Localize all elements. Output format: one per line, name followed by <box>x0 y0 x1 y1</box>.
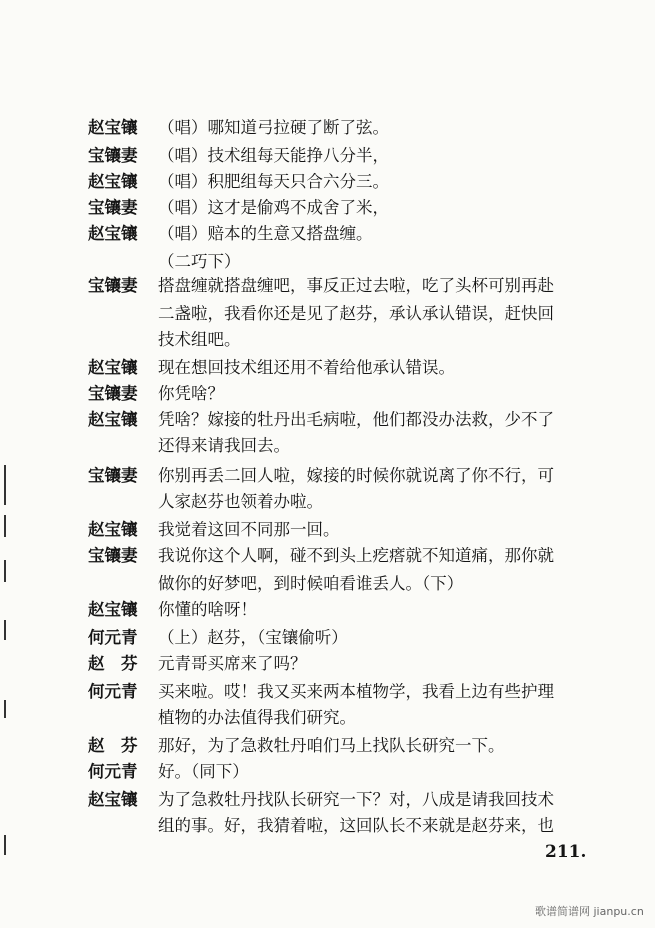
speaker-name: 赵 芬 <box>88 736 138 755</box>
speaker-name: 赵宝镶 <box>88 358 138 377</box>
dialogue-text: 元青哥买席来了吗？ <box>158 654 307 673</box>
speaker-name: 何元青 <box>88 682 138 701</box>
dialogue-text: 买来啦。哎！我又买来两本植物学，我看上边有些护理 <box>158 682 554 701</box>
scan-edge-mark <box>4 465 6 505</box>
speaker-name: 何元青 <box>88 628 138 647</box>
dialogue-text: 你凭啥？ <box>158 384 224 403</box>
speaker-name: 宝镶妻 <box>88 276 138 295</box>
dialogue-text: 组的事。好，我猜着啦，这回队长不来就是赵芬来，也 <box>158 816 554 835</box>
dialogue-text: 为了急救牡丹找队长研究一下？对，八成是请我回技术 <box>158 790 554 809</box>
dialogue-text: （唱）积肥组每天只合六分三。 <box>158 172 389 191</box>
dialogue-text: 好。（同下） <box>158 762 249 781</box>
speaker-name: 赵宝镶 <box>88 790 138 809</box>
dialogue-text: （唱）技术组每天能挣八分半， <box>158 146 389 165</box>
speaker-name: 赵宝镶 <box>88 600 138 619</box>
dialogue-text: 凭啥？嫁接的牡丹出毛病啦，他们都没办法救，少不了 <box>158 410 554 429</box>
speaker-name: 赵宝镶 <box>88 118 138 137</box>
speaker-name: 赵宝镶 <box>88 410 138 429</box>
speaker-name: 赵宝镶 <box>88 224 138 243</box>
dialogue-text: （唱）哪知道弓拉硬了断了弦。 <box>158 118 389 137</box>
dialogue-text: 你懂的啥呀！ <box>158 600 257 619</box>
scan-edge-mark <box>4 700 6 718</box>
dialogue-text: 做你的好梦吧，到时候咱看谁丢人。（下） <box>158 574 464 593</box>
dialogue-text: （唱）赔本的生意又搭盘缠。 <box>158 224 373 243</box>
dialogue-text: 二盏啦，我看你还是见了赵芬，承认承认错误，赶快回 <box>158 304 554 323</box>
dialogue-text: 还得来请我回去。 <box>158 436 290 455</box>
dialogue-text: 现在想回技术组还用不着给他承认错误。 <box>158 358 455 377</box>
scan-edge-mark <box>4 515 6 537</box>
dialogue-text: 技术组吧。 <box>158 330 241 349</box>
dialogue-text: 那好，为了急救牡丹咱们马上找队长研究一下。 <box>158 736 505 755</box>
scan-edge-mark <box>4 620 6 640</box>
speaker-name: 宝镶妻 <box>88 466 138 485</box>
speaker-name: 宝镶妻 <box>88 146 138 165</box>
page-number: 211. <box>545 842 587 862</box>
dialogue-text: （唱）这才是偷鸡不成舍了米， <box>158 198 389 217</box>
speaker-name: 宝镶妻 <box>88 198 138 217</box>
dialogue-text: 我觉着这回不同那一回。 <box>158 520 340 539</box>
speaker-name: 何元青 <box>88 762 138 781</box>
speaker-name: 宝镶妻 <box>88 546 138 565</box>
scan-edge-mark <box>4 560 6 582</box>
dialogue-text: 植物的办法值得我们研究。 <box>158 708 356 727</box>
dialogue-text: 搭盘缠就搭盘缠吧，事反正过去啦，吃了头杯可别再赴 <box>158 276 554 295</box>
dialogue-text: （二巧下） <box>158 252 241 271</box>
speaker-name: 赵宝镶 <box>88 520 138 539</box>
speaker-name: 赵宝镶 <box>88 172 138 191</box>
speaker-name: 赵 芬 <box>88 654 138 673</box>
site-watermark: 歌谱简谱网 jianpu.cn <box>535 905 644 918</box>
speaker-name: 宝镶妻 <box>88 384 138 403</box>
dialogue-text: 我说你这个人啊，碰不到头上疙瘩就不知道痛，那你就 <box>158 546 554 565</box>
scan-edge-mark <box>4 835 6 855</box>
dialogue-text: 你别再丢二回人啦，嫁接的时候你就说离了你不行，可 <box>158 466 554 485</box>
dialogue-text: （上）赵芬，（宝镶偷听） <box>158 628 348 647</box>
dialogue-text: 人家赵芬也领着办啦。 <box>158 492 323 511</box>
